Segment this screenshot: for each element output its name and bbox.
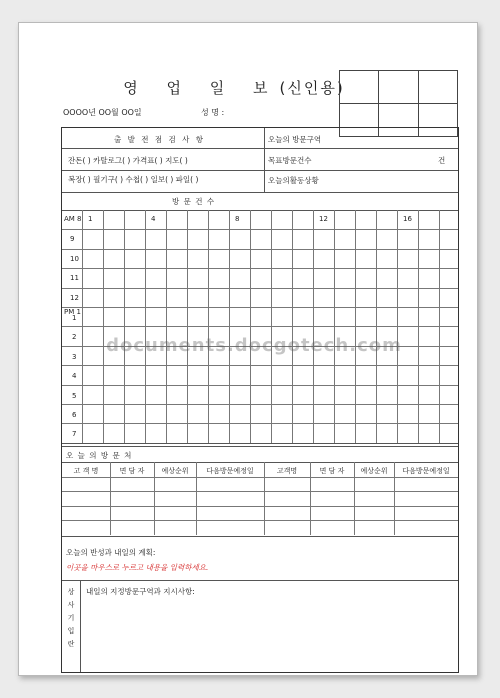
time-label: 4 — [72, 372, 77, 381]
places-row-line[interactable] — [62, 520, 458, 521]
reflection-input-hint[interactable]: 이곳을 마우스로 누르고 내용을 입력하세요. — [66, 563, 209, 572]
visit-count-marker: 16 — [403, 215, 412, 223]
places-column-header: 고객명 — [276, 467, 298, 475]
grid-row-line — [62, 249, 458, 250]
visit-count-marker: 8 — [235, 215, 240, 223]
time-label-pm: PM 1 — [64, 308, 81, 316]
time-label-am: AM 8 — [64, 215, 82, 223]
places-row-line[interactable] — [62, 491, 458, 492]
approval-cell[interactable] — [379, 71, 418, 104]
grid-row-line — [62, 268, 458, 269]
checklist-heading: 출 발 전 점 검 사 항 — [114, 135, 206, 144]
supervisor-instructions-label[interactable]: 내일의 지정방문구역과 지시사항: — [86, 587, 195, 596]
target-visits-unit: 건 — [438, 156, 446, 165]
visit-count-marker: 1 — [88, 215, 93, 223]
watermark: documents.docgotech.com — [106, 335, 402, 356]
time-label: 6 — [72, 411, 77, 419]
title-main: 영 업 일 보 — [123, 79, 280, 97]
places-column-header: 예상순위 — [360, 467, 388, 475]
reflection-label: 오늘의 반성과 내일의 계획: — [66, 548, 156, 557]
activity-status-label: 오늘의활동상황 — [268, 176, 319, 185]
grid-row-line — [62, 404, 458, 405]
time-label: 5 — [72, 391, 77, 400]
places-row-line[interactable] — [62, 477, 458, 478]
target-visits-label: 목표방문건수 — [268, 156, 312, 165]
visit-places-heading: 오 늘 의 방 문 처 — [66, 451, 133, 460]
visits-count-heading: 방 문 건 수 — [172, 197, 216, 206]
grid-row-line — [62, 229, 458, 230]
grid-row-line — [62, 365, 458, 366]
places-row-line[interactable] — [62, 506, 458, 507]
grid-row-line — [62, 307, 458, 308]
supervisor-column-label: 상 사 기 입 란 — [67, 588, 75, 648]
time-label: 7 — [72, 430, 77, 439]
visit-area-label: 오늘의 방문구역 — [268, 135, 322, 144]
grid-row-line — [62, 326, 458, 327]
title-sub: (신인용) — [279, 79, 345, 97]
time-label: 3 — [72, 352, 77, 361]
grid-row-line — [62, 288, 458, 289]
places-column-header: 다음방문예정일 — [206, 467, 254, 475]
visit-count-marker: 12 — [319, 215, 328, 223]
time-label: 9 — [70, 235, 75, 244]
approval-cell[interactable] — [418, 71, 457, 104]
places-column-header: 면 담 자 — [319, 467, 345, 475]
places-column-header: 다음방문예정일 — [402, 467, 450, 475]
checklist-row-2[interactable]: 복장( ) 필기구( ) 수첩( ) 일보( ) 파일( ) — [68, 175, 199, 184]
grid-bottom-line — [62, 443, 458, 444]
approval-cell[interactable] — [340, 71, 379, 104]
document-page — [18, 22, 478, 676]
grid-row-line — [62, 423, 458, 424]
date-field[interactable]: OOOO년 OO월 OO일 — [63, 108, 142, 117]
places-column-header: 예상순위 — [161, 467, 189, 475]
time-label: 1 — [72, 314, 77, 322]
time-label: 10 — [70, 254, 79, 263]
time-label: 2 — [72, 333, 77, 342]
checklist-row-1[interactable]: 잔돈( ) 카탈로그( ) 가격표( ) 지도( ) — [68, 156, 188, 165]
time-label: 11 — [70, 274, 79, 283]
time-label: 12 — [70, 293, 79, 302]
places-column-header: 고 객 명 — [73, 467, 99, 475]
name-field[interactable]: 성 명 : — [201, 108, 225, 117]
visit-count-marker: 4 — [151, 215, 156, 223]
grid-row-line — [62, 385, 458, 386]
places-column-header: 면 담 자 — [119, 467, 145, 475]
report-form — [61, 127, 459, 673]
